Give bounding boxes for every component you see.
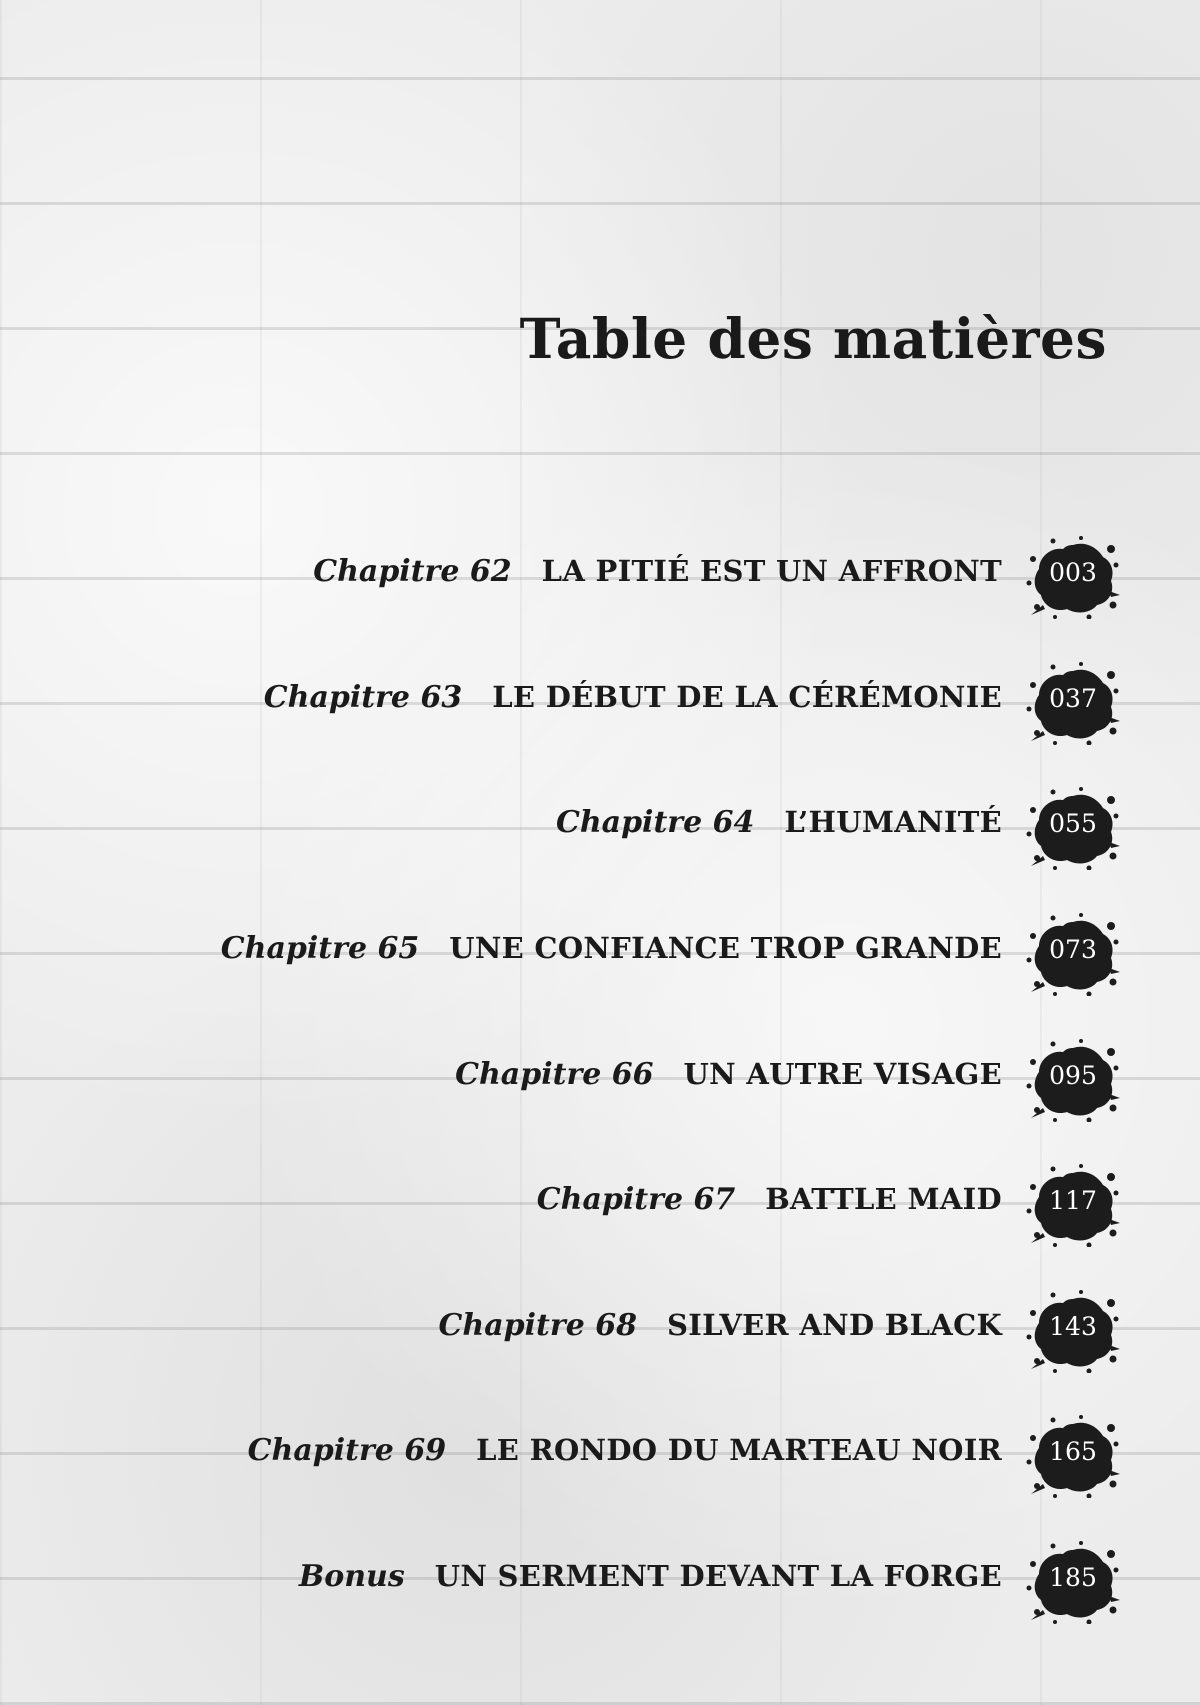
page-number-badge	[1025, 786, 1121, 870]
chapter-title: UNE CONFIANCE TROP GRANDE	[449, 931, 1002, 965]
toc-entry-69[interactable]	[0, 1411, 1200, 1501]
chapter-title: L’HUMANITÉ	[784, 805, 1002, 839]
page-number: 143	[1049, 1312, 1097, 1341]
chapter-label: Chapitre 65	[220, 931, 420, 966]
page-title: Table des matières	[519, 306, 1107, 371]
chapter-title: BATTLE MAID	[765, 1182, 1002, 1216]
chapter-title: UN AUTRE VISAGE	[683, 1057, 1002, 1091]
chapter-label: Chapitre 68	[438, 1308, 637, 1343]
page-number-badge	[1025, 1289, 1121, 1373]
page-number: 185	[1049, 1563, 1097, 1592]
entry-text	[313, 554, 1002, 589]
page-number: 073	[1049, 935, 1097, 964]
page-number: 037	[1049, 684, 1097, 713]
page-number-badge	[1025, 1414, 1121, 1498]
toc-entry-65[interactable]	[0, 909, 1200, 999]
entry-text	[439, 1308, 1002, 1343]
chapter-title: UN SERMENT DEVANT LA FORGE	[434, 1559, 1002, 1593]
chapter-title: LE DÉBUT DE LA CÉRÉMONIE	[492, 680, 1002, 714]
chapter-label: Chapitre 69	[247, 1433, 447, 1468]
toc-entry-bonus[interactable]	[0, 1537, 1200, 1627]
toc-entry-62[interactable]	[0, 532, 1200, 622]
entry-text	[537, 1182, 1002, 1217]
chapter-label: Bonus	[298, 1559, 405, 1594]
chapter-label: Chapitre 63	[263, 680, 463, 715]
toc-entry-68[interactable]	[0, 1286, 1200, 1376]
toc-entry-64[interactable]	[0, 783, 1200, 873]
page-number-badge	[1025, 1038, 1121, 1122]
entry-text	[299, 1559, 1002, 1594]
entry-text	[455, 1057, 1002, 1092]
chapter-title: LA PITIÉ EST UN AFFRONT	[541, 554, 1002, 588]
toc-entry-63[interactable]	[0, 658, 1200, 748]
entry-text	[221, 931, 1002, 966]
chapter-label: Chapitre 66	[455, 1057, 654, 1092]
page-number: 095	[1049, 1061, 1097, 1090]
chapter-title: LE RONDO DU MARTEAU NOIR	[476, 1433, 1002, 1467]
page-number: 165	[1049, 1437, 1097, 1466]
entry-text	[556, 805, 1002, 840]
toc-entry-66[interactable]	[0, 1035, 1200, 1125]
chapter-label: Chapitre 62	[313, 554, 512, 589]
chapter-label: Chapitre 64	[555, 805, 755, 840]
chapter-title: SILVER AND BLACK	[666, 1308, 1002, 1342]
toc-entry-67[interactable]	[0, 1160, 1200, 1250]
page-number-badge	[1025, 1163, 1121, 1247]
page-number: 003	[1049, 558, 1097, 587]
page-number: 117	[1049, 1186, 1097, 1215]
entry-text	[248, 1433, 1002, 1468]
page-number: 055	[1049, 809, 1097, 838]
chapter-label: Chapitre 67	[536, 1182, 736, 1217]
page-number-badge	[1025, 661, 1121, 745]
page-number-badge	[1025, 1540, 1121, 1624]
page-number-badge	[1025, 535, 1121, 619]
page-number-badge	[1025, 912, 1121, 996]
entry-text	[264, 680, 1002, 715]
